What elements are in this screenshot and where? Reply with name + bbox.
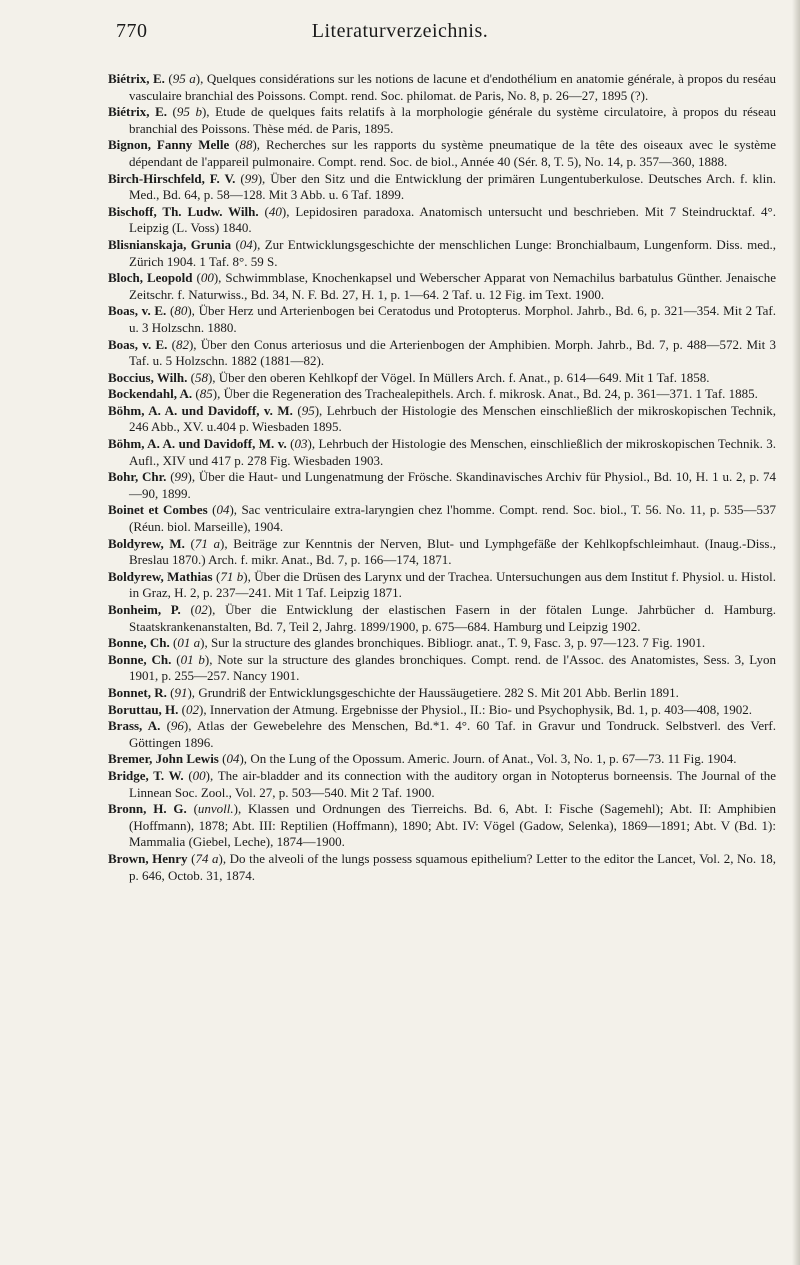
entry-key: 85 xyxy=(199,386,213,402)
entry-text: Über den Conus arteriosus und die Arterienbogen der Amphibien. Morph. Jahrb., Bd. 7, p. 488—572. Mit 3 Taf. u. 5 Holzschn. 1882 (1881—82). xyxy=(129,336,776,369)
bibliography-entry: Biétrix, E. (95 b), Etude de quelques faits relatifs à la morphologie générale du système circulatoire, à propos du réseau branchial des Poissons. Thèse méd. de Paris, 1895. xyxy=(108,104,776,136)
entry-key: 01 b xyxy=(180,651,205,667)
entry-author: Boldyrew, Mathias xyxy=(108,568,213,584)
entry-text: Grundriß der Entwicklungsgeschichte der Haussäugetiere. 282 S. Mit 201 Abb. Berlin 1891. xyxy=(198,684,679,700)
entry-author: Boruttau, H. xyxy=(108,701,179,717)
bibliography-entry: Böhm, A. A. und Davidoff, M. v. (03), Lehrbuch der Histologie des Menschen, einschließlich der mikroskopischen Technik. 3. Aufl., XIV und 417 p. 278 Fig. Wiesbaden 1903. xyxy=(108,436,776,468)
page-edge-shadow xyxy=(792,0,800,1265)
entry-key: 74 a xyxy=(195,850,219,866)
entry-text: Lepidosiren paradoxa. Anatomisch untersucht und beschrieben. Mit 7 Steindrucktaf. 4°. Leipzig (L. Voss) 1840. xyxy=(129,203,776,236)
entry-key: 04 xyxy=(216,502,230,518)
bibliography-entry: Boinet et Combes (04), Sac ventriculaire extra-laryngien chez l'homme. Compt. rend. Soc. biol., T. 56. No. 11, p. 535—537 (Réun. biol. Marseille), 1904. xyxy=(108,502,776,535)
entry-author: Biétrix, E. xyxy=(108,71,165,86)
entry-key: 00 xyxy=(192,767,206,783)
bibliography-entry: Birch-Hirschfeld, F. V. (99), Über den Sitz und die Entwicklung der primären Lungentuberkulose. Deutsches Arch. f. klin. Med., Bd. 64, p. 58—128. Mit 3 Abb. u. 6 Taf. 1899. xyxy=(108,170,776,203)
bibliography-entry: Boccius, Wilh. (58), Über den oberen Kehlkopf der Vögel. In Müllers Arch. f. Anat., p. 614—649. Mit 1 Taf. 1858. xyxy=(108,369,710,385)
entry-author: Bignon, Fanny Melle xyxy=(108,137,230,153)
bibliography-entry: Boldyrew, Mathias (71 b), Über die Drüsen des Larynx und der Trachea. Untersuchungen aus dem Institut f. Physiol. u. Histol. in Graz, H. 2, p. 237—241. Mit 1 Taf. Leipzig 1871. xyxy=(108,568,777,601)
bibliography-entry: Bonnet, R. (91), Grundriß der Entwicklungsgeschichte der Haussäugetiere. 282 S. Mit 201 Abb. Berlin 1891. xyxy=(108,684,679,700)
bibliography-entry: Boldyrew, M. (71 a), Beiträge zur Kenntnis der Nerven, Blut- und Lymphgefäße der Kehlkopfschleimhaut. (Inaug.-Diss., Breslau 1870.) Arch. f. mikr. Anat., Bd. 7, p. 166—174, 1871. xyxy=(108,535,776,568)
entry-key: 95 xyxy=(301,402,315,418)
entry-author: Birch-Hirschfeld, F. V. xyxy=(108,170,236,186)
entry-text: Über die Regeneration des Trachealepithels. Arch. f. mikrosk. Anat., Bd. 24, p. 361—371. 1 Taf. 1885. xyxy=(223,386,758,402)
bibliography-entry: Boas, v. E. (80), Über Herz und Arterienbogen bei Ceratodus und Protopterus. Morphol. Jahrb., Bd. 6, p. 321—354. Mit 2 Taf. u. 3 Holzschn. 1880. xyxy=(108,303,776,335)
entry-text: Schwimmblase, Knochenkapsel und Weberscher Apparat von Nemachilus barbatulus Günther. Jenaische Zeitschr. f. Naturwiss., Bd. 34, N. F. Bd. 27, H. 1, p. 1—64. 2 Taf. u. 12 Fig. im Text. 1900. xyxy=(129,270,776,302)
entry-key: 95 b xyxy=(176,104,202,120)
entry-text: Sac ventriculaire extra-laryngien chez l'homme. Compt. rend. Soc. biol., T. 56. No. 11, p. 535—537 (Réun. biol. Marseille), 1904. xyxy=(129,502,776,535)
entry-text: Über die Drüsen des Larynx und der Trachea. Untersuchungen aus dem Institut f. Physiol. u. Histol. in Graz, H. 2, p. 237—241. Mit 1 Taf. Leipzig 1871. xyxy=(129,568,777,601)
entry-author: Bloch, Leopold xyxy=(108,270,193,286)
entry-author: Bischoff, Th. Ludw. Wilh. xyxy=(108,203,259,219)
entry-key: 00 xyxy=(200,270,214,286)
entry-author: Blisnianskaja, Grunia xyxy=(108,236,232,252)
entry-key: 58 xyxy=(194,369,208,385)
bibliography-entry: Bremer, John Lewis (04), On the Lung of the Opossum. Americ. Journ. of Anat., Vol. 3, No. 1, p. 67—73. 11 Fig. 1904. xyxy=(108,751,737,767)
entry-author: Bockendahl, A. xyxy=(108,386,193,402)
entry-key: 80 xyxy=(174,303,188,319)
entry-text: Über die Entwicklung der elastischen Fasern in der fötalen Lunge. Jahrbücher d. Hamburg. Staatskrankenanstalten, Bd. 7, Teil 2, Jahrg. 1899/1900, p. 675—684. Hamburg und Leipzig 1902. xyxy=(129,602,776,634)
entry-text: Lehrbuch der Histologie des Menschen, einschließlich der mikroskopischen Technik. 3. Aufl., XIV und 417 p. 278 Fig. Wiesbaden 1903. xyxy=(129,436,776,468)
entry-text: Zur Entwicklungsgeschichte der menschlichen Lunge: Bronchialbaum, Lungenform. Diss. med., Zürich 1904. 1 Taf. 8°. 59 S. xyxy=(129,236,776,269)
page-header xyxy=(0,20,800,54)
entry-text: The air-bladder and its connection with the auditory organ in Notopterus borneensis. The Journal of the Linnean Soc. Zool., Vol. 27, p. 503—540. Mit 2 Taf. 1900. xyxy=(129,767,776,800)
entry-author: Brass, A. xyxy=(108,718,161,734)
entry-key: 04 xyxy=(226,751,240,767)
bibliography-entry: Boas, v. E. (82), Über den Conus arteriosus und die Arterienbogen der Amphibien. Morph. Jahrb., Bd. 7, p. 488—572. Mit 3 Taf. u. 5 Holzschn. 1882 (1881—82). xyxy=(108,336,776,369)
entry-key: 99 xyxy=(174,469,188,485)
bibliography-entry: Bonheim, P. (02), Über die Entwicklung der elastischen Fasern in der fötalen Lunge. Jahrbücher d. Hamburg. Staatskrankenanstalten, Bd. 7, Teil 2, Jahrg. 1899/1900, p. 675—684. Hamburg und Leipzig 1902. xyxy=(108,602,776,634)
bibliography-entry: Bloch, Leopold (00), Schwimmblase, Knochenkapsel und Weberscher Apparat von Nemachilus barbatulus Günther. Jenaische Zeitschr. f. Naturwiss., Bd. 34, N. F. Bd. 27, H. 1, p. 1—64. 2 Taf. u. 12 Fig. im Text. 1900. xyxy=(108,270,776,302)
entry-text: Do the alveoli of the lungs possess squamous epithelium? Letter to the editor the Lancet, Vol. 2, No. 18, p. 646, Octob. 31, 1874. xyxy=(129,850,776,883)
entry-text: Etude de quelques faits relatifs à la morphologie générale du système circulatoire, à propos du réseau branchial des Poissons. Thèse méd. de Paris, 1895. xyxy=(129,104,776,136)
bibliography-entry: Biétrix, E. (95 a), Quelques considérations sur les notions de lacune et d'endothélium en anatomie générale, à propos du reséau vasculaire branchial des Poissons. Compt. rend. Soc. philomat. de Paris, No. 8, p. 26—27, 1895 (?). xyxy=(108,71,776,103)
entry-author: Boas, v. E. xyxy=(108,303,167,319)
bibliography-list xyxy=(108,71,776,884)
entry-author: Böhm, A. A. und Davidoff, v. M. xyxy=(108,402,293,418)
entry-text: Atlas der Gewebelehre des Menschen, Bd.*1. 4°. 60 Taf. in Gravur und Tondruck. Selbstverl. des Verf. Göttingen 1896. xyxy=(129,718,776,750)
entry-text: Sur la structure des glandes bronchiques. Bibliogr. anat., T. 9, Fasc. 3, p. 97—123. 7 Fig. 1901. xyxy=(210,635,706,651)
bibliography-entry: Bonne, Ch. (01 a), Sur la structure des glandes bronchiques. Bibliogr. anat., T. 9, Fasc. 3, p. 97—123. 7 Fig. 1901. xyxy=(108,635,706,651)
bibliography-entry: Boruttau, H. (02), Innervation der Atmung. Ergebnisse der Physiol., II.: Bio- und Psychophysik, Bd. 1, p. 403—408, 1902. xyxy=(108,701,752,717)
entry-text: Quelques considérations sur les notions de lacune et d'endothélium en anatomie générale, à propos du reséau vasculaire branchial des Poissons. Compt. rend. Soc. philomat. de Paris, No. 8, p. 26—27, 1895 (?). xyxy=(129,71,776,103)
entry-key: 95 a xyxy=(172,71,196,86)
bibliography-entry: Brass, A. (96), Atlas der Gewebelehre des Menschen, Bd.*1. 4°. 60 Taf. in Gravur und Tondruck. Selbstverl. des Verf. Göttingen 1896. xyxy=(108,718,776,750)
entry-author: Boccius, Wilh. xyxy=(108,369,188,385)
entry-text: Note sur la structure des glandes bronchiques. Compt. rend. de l'Assoc. des Anatomistes, Sess. 3, Lyon 1901, p. 255—257. Nancy 1901. xyxy=(129,651,776,684)
entry-author: Boas, v. E. xyxy=(108,336,168,352)
entry-text: On the Lung of the Opossum. Americ. Journ. of Anat., Vol. 3, No. 1, p. 67—73. 11 Fig. 1904. xyxy=(250,751,737,767)
entry-key: 02 xyxy=(186,701,200,717)
entry-key: 91 xyxy=(174,684,188,700)
running-title: Literaturverzeichnis. xyxy=(311,20,489,42)
entry-text: Beiträge zur Kenntnis der Nerven, Blut- und Lymphgefäße der Kehlkopfschleimhaut. (Inaug.-Diss., Breslau 1870.) Arch. f. mikr. Anat., Bd. 7, p. 166—174, 1871. xyxy=(129,535,776,568)
entry-text: Recherches sur les rapports du système pneumatique de la tête des oiseaux avec le système dépendant de l'appareil pulmonaire. Compt. rend. Soc. de biol., Année 40 (Sér. 8, T. 5), No. 14, p. 357—360, 1888. xyxy=(129,137,776,169)
entry-text: Über den Sitz und die Entwicklung der primären Lungentuberkulose. Deutsches Arch. f. klin. Med., Bd. 64, p. 58—128. Mit 3 Abb. u. 6 Taf. 1899. xyxy=(129,170,776,203)
entry-key: 02 xyxy=(194,602,208,617)
entry-text: Über Herz und Arterienbogen bei Ceratodus und Protopterus. Morphol. Jahrb., Bd. 6, p. 321—354. Mit 2 Taf. u. 3 Holzschn. 1880. xyxy=(129,303,776,335)
entry-text: Innervation der Atmung. Ergebnisse der Physiol., II.: Bio- und Psychophysik, Bd. 1, p. 403—408, 1902. xyxy=(209,701,752,717)
entry-key: 01 a xyxy=(177,635,201,651)
entry-author: Bohr, Chr. xyxy=(108,469,167,485)
entry-author: Bonne, Ch. xyxy=(108,651,172,667)
entry-text: Über die Haut- und Lungenatmung der Frösche. Skandinavisches Archiv für Physiol., Bd. 10, H. 1 u. 2, p. 74—90, 1899. xyxy=(129,469,776,501)
entry-author: Bonnet, R. xyxy=(108,684,167,700)
entry-author: Bonne, Ch. xyxy=(108,635,170,651)
bibliography-entry: Bischoff, Th. Ludw. Wilh. (40), Lepidosiren paradoxa. Anatomisch untersucht und beschrieben. Mit 7 Steindrucktaf. 4°. Leipzig (L. Voss) 1840. xyxy=(108,203,776,236)
entry-key: 99 xyxy=(244,170,258,186)
bibliography-entry: Bridge, T. W. (00), The air-bladder and its connection with the auditory organ in Notopterus borneensis. The Journal of the Linnean Soc. Zool., Vol. 27, p. 503—540. Mit 2 Taf. 1900. xyxy=(108,767,776,800)
bibliography-entry: Bohr, Chr. (99), Über die Haut- und Lungenatmung der Frösche. Skandinavisches Archiv für Physiol., Bd. 10, H. 1 u. 2, p. 74—90, 1899. xyxy=(108,469,776,501)
entry-author: Biétrix, E. xyxy=(108,104,167,120)
bibliography-entry: Böhm, A. A. und Davidoff, v. M. (95), Lehrbuch der Histologie des Menschen einschließlich der mikroskopischen Technik, 246 Abb., XV. u.404 p. Wiesbaden 1895. xyxy=(108,402,776,435)
entry-text: Lehrbuch der Histologie des Menschen einschließlich der mikroskopischen Technik, 246 Abb., XV. u.404 p. Wiesbaden 1895. xyxy=(129,402,776,435)
bibliography-entry: Bronn, H. G. (unvoll.), Klassen und Ordnungen des Tierreichs. Bd. 6, Abt. I: Fische (Sagemehl); Abt. II: Amphibien (Hoffmann), 1878; Abt. III: Reptilien (Hoffmann), 1890; Abt. IV: Vögel (Gadow, Selenka), 1869—1891; Abt. V (Bd. 1): Mammalia (Giebel, Leche), 1874—1900. xyxy=(108,801,776,850)
entry-key: 40 xyxy=(268,203,282,219)
page-number: 770 xyxy=(116,20,148,42)
entry-author: Bremer, John Lewis xyxy=(108,751,219,767)
entry-key: 88 xyxy=(239,137,253,153)
entry-author: Boldyrew, M. xyxy=(108,535,185,551)
entry-author: Bridge, T. W. xyxy=(108,767,184,783)
entry-key: 82 xyxy=(175,336,189,352)
bibliography-entry: Bonne, Ch. (01 b), Note sur la structure des glandes bronchiques. Compt. rend. de l'Assoc. des Anatomistes, Sess. 3, Lyon 1901, p. 255—257. Nancy 1901. xyxy=(108,651,776,684)
bibliography-entry: Bockendahl, A. (85), Über die Regeneration des Trachealepithels. Arch. f. mikrosk. Anat., Bd. 24, p. 361—371. 1 Taf. 1885. xyxy=(108,386,758,402)
entry-author: Brown, Henry xyxy=(108,850,188,866)
entry-key: 71 b xyxy=(220,568,244,584)
bibliography-entry: Blisnianskaja, Grunia (04), Zur Entwicklungsgeschichte der menschlichen Lunge: Bronchialbaum, Lungenform. Diss. med., Zürich 1904. 1 Taf. 8°. 59 S. xyxy=(108,236,776,269)
entry-text: Klassen und Ordnungen des Tierreichs. Bd. 6, Abt. I: Fische (Sagemehl); Abt. II: Amphibien (Hoffmann), 1878; Abt. III: Reptilien (Hoffmann), 1890; Abt. IV: Vögel (Gadow, Selenka), 1869—1891; Abt. V (Bd. 1): Mammalia (Giebel, Leche), 1874—1900. xyxy=(129,801,776,850)
entry-key: 04 xyxy=(239,236,253,252)
entry-text: Über den oberen Kehlkopf der Vögel. In Müllers Arch. f. Anat., p. 614—649. Mit 1 Taf. 1858. xyxy=(218,369,710,385)
entry-key: 03 xyxy=(294,436,308,452)
bibliography-entry: Bignon, Fanny Melle (88), Recherches sur les rapports du système pneumatique de la tête des oiseaux avec le système dépendant de l'appareil pulmonaire. Compt. rend. Soc. de biol., Année 40 (Sér. 8, T. 5), No. 14, p. 357—360, 1888. xyxy=(108,137,776,169)
entry-author: Bonheim, P. xyxy=(108,602,181,617)
entry-author: Bronn, H. G. xyxy=(108,801,187,817)
entry-author: Böhm, A. A. und Davidoff, M. v. xyxy=(108,436,287,452)
entry-author: Boinet et Combes xyxy=(108,502,208,518)
bibliography-entry: Brown, Henry (74 a), Do the alveoli of the lungs possess squamous epithelium? Letter to the editor the Lancet, Vol. 2, No. 18, p. 646, Octob. 31, 1874. xyxy=(108,850,776,883)
entry-key: unvoll. xyxy=(197,801,234,817)
entry-key: 71 a xyxy=(194,535,221,551)
entry-key: 96 xyxy=(170,718,184,734)
